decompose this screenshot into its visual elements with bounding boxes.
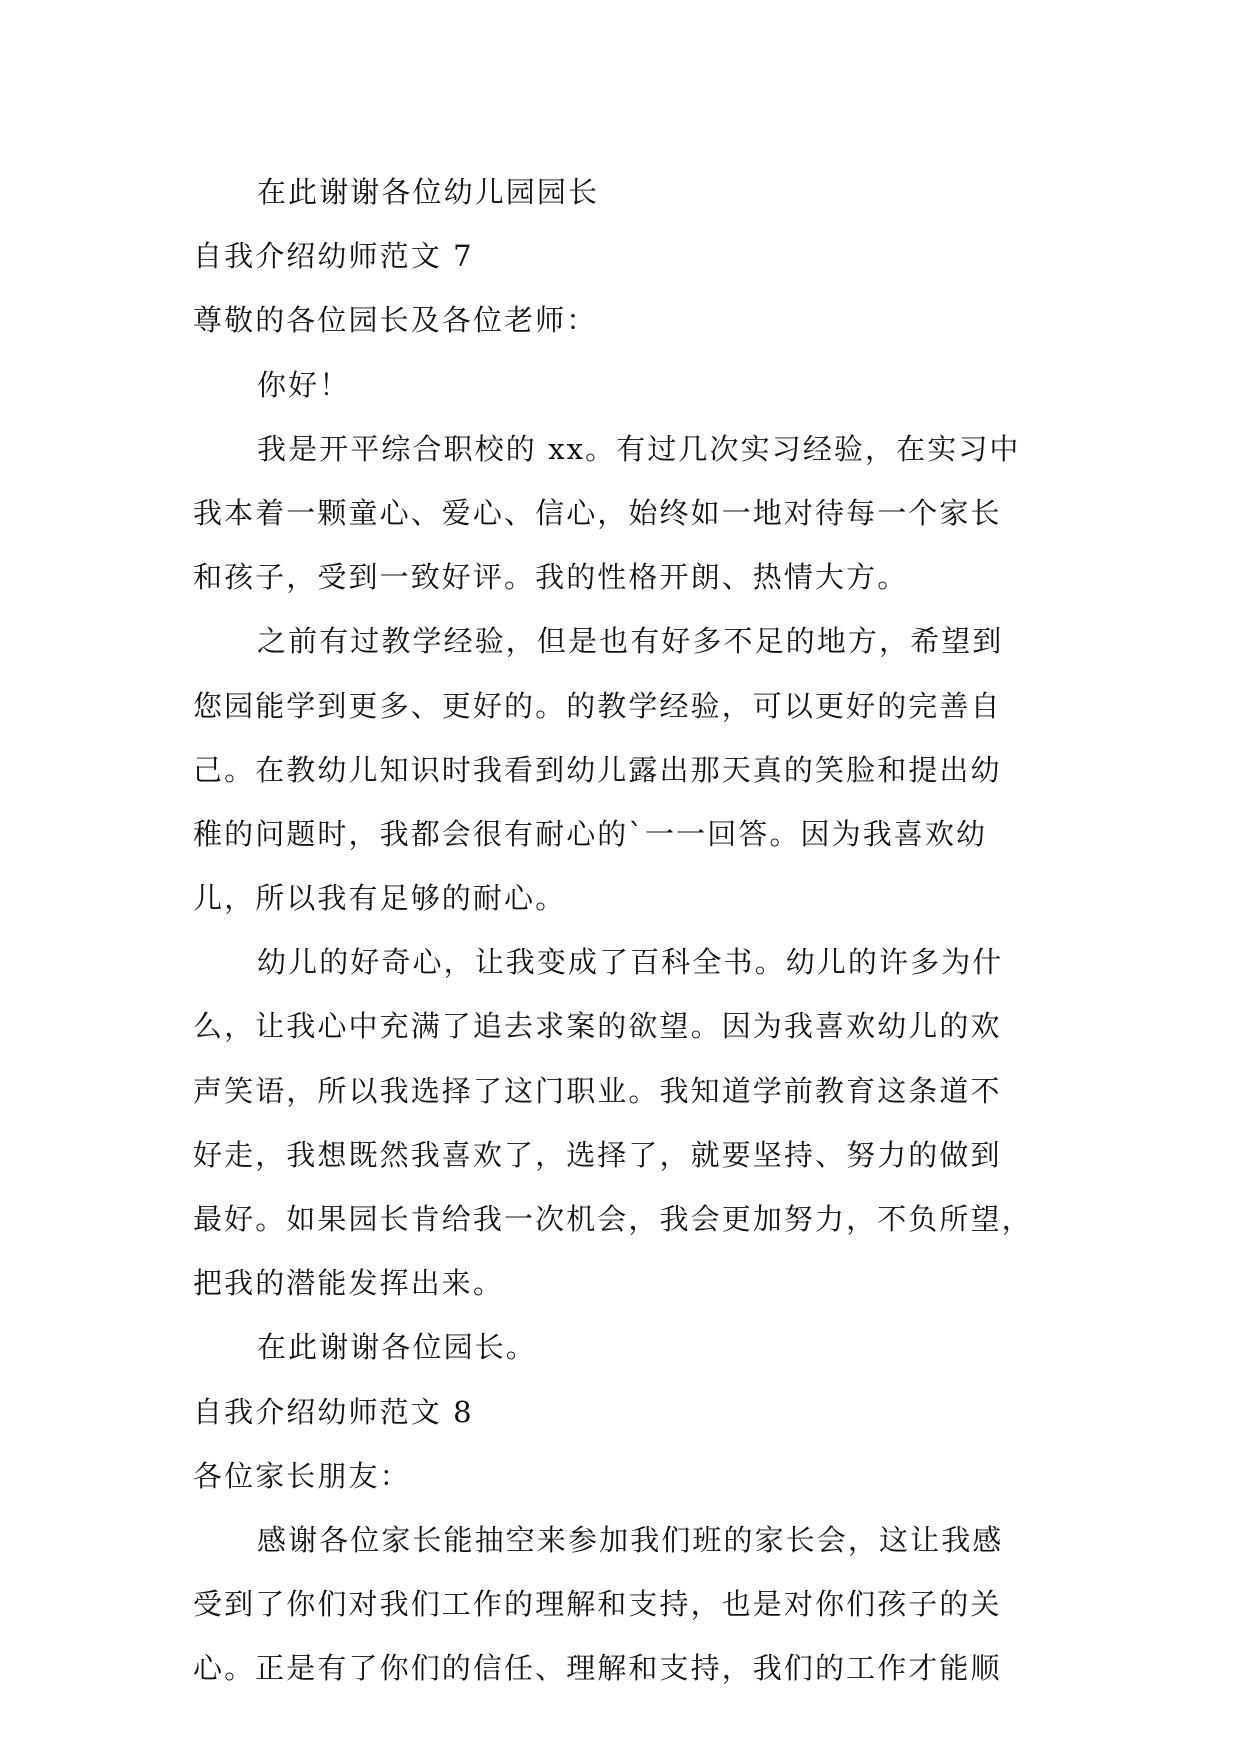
text-line: 最好。如果园长肯给我一次机会，我会更加努力，不负所望， bbox=[193, 1202, 1033, 1236]
salutation: 尊敬的各位园长及各位老师： bbox=[193, 303, 598, 338]
text-line: 和孩子，受到一致好评。我的性格开朗、热情大方。 bbox=[193, 560, 909, 595]
text-line: 受到了你们对我们工作的理解和支持，也是对你们孩子的关 bbox=[193, 1587, 1002, 1622]
salutation: 各位家长朋友： bbox=[193, 1458, 411, 1493]
greeting: 你好！ bbox=[257, 367, 351, 402]
text-line: 我是开平综合职校的 xx。有过几次实习经验，在实习中 bbox=[257, 431, 1021, 466]
text-line: 在此谢谢各位幼儿园园长 bbox=[257, 175, 600, 209]
document-body bbox=[193, 160, 1063, 1701]
text-line: 己。在教幼儿知识时我看到幼儿露出那天真的笑脸和提出幼 bbox=[193, 752, 1002, 787]
text-line: 感谢各位家长能抽空来参加我们班的家长会，这让我感 bbox=[257, 1522, 1004, 1557]
text-line: 儿，所以我有足够的耐心。 bbox=[193, 881, 567, 916]
section-heading: 自我介绍幼师范文 8 bbox=[193, 1394, 474, 1429]
text-line: 之前有过教学经验，但是也有好多不足的地方，希望到 bbox=[257, 624, 1004, 659]
text-line: 您园能学到更多、更好的。的教学经验，可以更好的完善自 bbox=[193, 688, 1002, 723]
text-line: 稚的问题时，我都会很有耐心的`一一回答。因为我喜欢幼 bbox=[193, 816, 988, 851]
text-line: 我本着一颗童心、爱心、信心，始终如一地对待每一个家长 bbox=[193, 495, 1002, 530]
section-heading: 自我介绍幼师范文 7 bbox=[193, 239, 474, 274]
text-line: 么，让我心中充满了追去求案的欲望。因为我喜欢幼儿的欢 bbox=[193, 1009, 1002, 1044]
text-line: 心。正是有了你们的信任、理解和支持，我们的工作才能顺 bbox=[193, 1651, 1002, 1686]
text-line: 在此谢谢各位园长。 bbox=[257, 1330, 537, 1365]
text-line: 幼儿的好奇心，让我变成了百科全书。幼儿的许多为什 bbox=[257, 945, 1004, 980]
text-line: 好走，我想既然我喜欢了，选择了，就要坚持、努力的做到 bbox=[193, 1137, 1002, 1172]
text-line: 声笑语，所以我选择了这门职业。我知道学前教育这条道不 bbox=[193, 1073, 1002, 1108]
text-line: 把我的潜能发挥出来。 bbox=[193, 1266, 505, 1301]
